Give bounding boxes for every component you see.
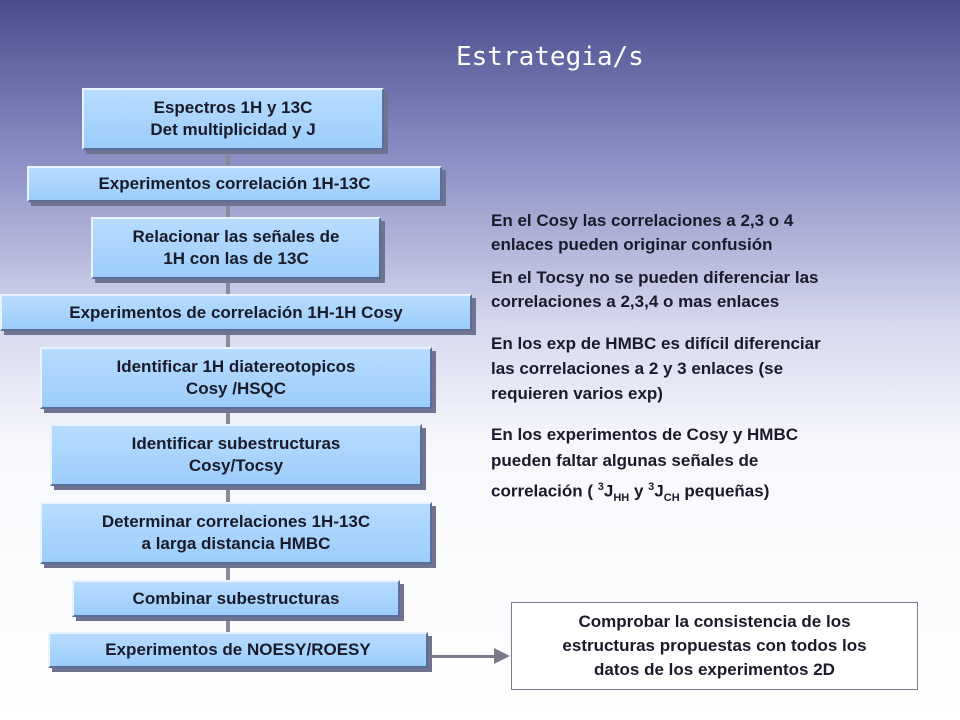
step-line: a larga distancia HMBC [141, 534, 331, 553]
step-line: Cosy /HSQC [185, 379, 287, 398]
note-line: enlaces pueden originar confusión [491, 235, 773, 254]
note-line: las correlaciones a 2 y 3 enlaces (se [491, 359, 784, 378]
step-correlation-1h-1h-cosy [0, 294, 472, 331]
note-text: y [629, 481, 649, 501]
arrow-right-icon [494, 648, 510, 664]
note-text: correlación ( [491, 481, 598, 501]
note-text: pequeñas) [679, 481, 770, 501]
step-relate-signals [91, 217, 381, 279]
note-line: En el Cosy las correlaciones a 2,3 o 4 [491, 211, 794, 230]
note-cosy [491, 209, 793, 257]
step-line: Combinar subestructuras [132, 588, 340, 608]
result-line: estructuras propuestas con todos los [562, 636, 867, 655]
note-hmbc [491, 331, 821, 406]
note-line: En los exp de HMBC es difícil diferenciar [491, 334, 821, 353]
coupling-symbol: J [654, 481, 664, 501]
step-line: Cosy/Tocsy [188, 456, 284, 475]
step-identify-substructures [50, 424, 422, 486]
result-line: datos de los experimentos 2D [594, 660, 835, 679]
step-line: Experimentos de correlación 1H-1H Cosy [69, 302, 403, 322]
step-line: Identificar subestructuras [131, 434, 341, 453]
note-line: correlaciones a 2,3,4 o mas enlaces [491, 292, 780, 311]
note-line: En el Tocsy no se pueden diferenciar las [491, 268, 819, 287]
result-line: Comprobar la consistencia de los [578, 612, 851, 631]
note-line [491, 474, 798, 511]
note-line: requieren varios exp) [491, 384, 663, 403]
note-line: En los experimentos de Cosy y HMBC [491, 425, 799, 444]
note-tocsy [491, 266, 819, 314]
step-line: Determinar correlaciones 1H-13C [101, 512, 371, 531]
step-spectra [82, 88, 384, 150]
result-box [511, 602, 918, 690]
subscript: CH [663, 492, 680, 505]
step-correlation-1h-13c [27, 166, 442, 202]
subscript: HH [613, 492, 630, 505]
step-line: Relacionar las señales de [132, 227, 340, 246]
step-combine-substructures [72, 580, 400, 617]
note-missing-signals [491, 422, 798, 511]
step-line: 1H con las de 13C [163, 249, 309, 268]
superscript: 3 [648, 481, 655, 493]
step-line: Experimentos correlación 1H-13C [98, 174, 371, 193]
page-title: Estrategia/s [456, 42, 644, 72]
arrow-shaft [431, 655, 497, 658]
step-line: Det multiplicidad y J [150, 120, 316, 139]
step-line: Espectros 1H y 13C [153, 98, 313, 117]
step-noesy-roesy [48, 632, 428, 668]
step-long-range-hmbc [40, 502, 432, 564]
superscript: 3 [597, 481, 604, 493]
note-line: pueden faltar algunas señales de [491, 451, 759, 470]
step-identify-diastereotopic [40, 347, 432, 409]
coupling-symbol: J [603, 481, 614, 501]
step-line: Experimentos de NOESY/ROESY [105, 640, 371, 659]
step-line: Identificar 1H diatereotopicos [116, 357, 356, 376]
